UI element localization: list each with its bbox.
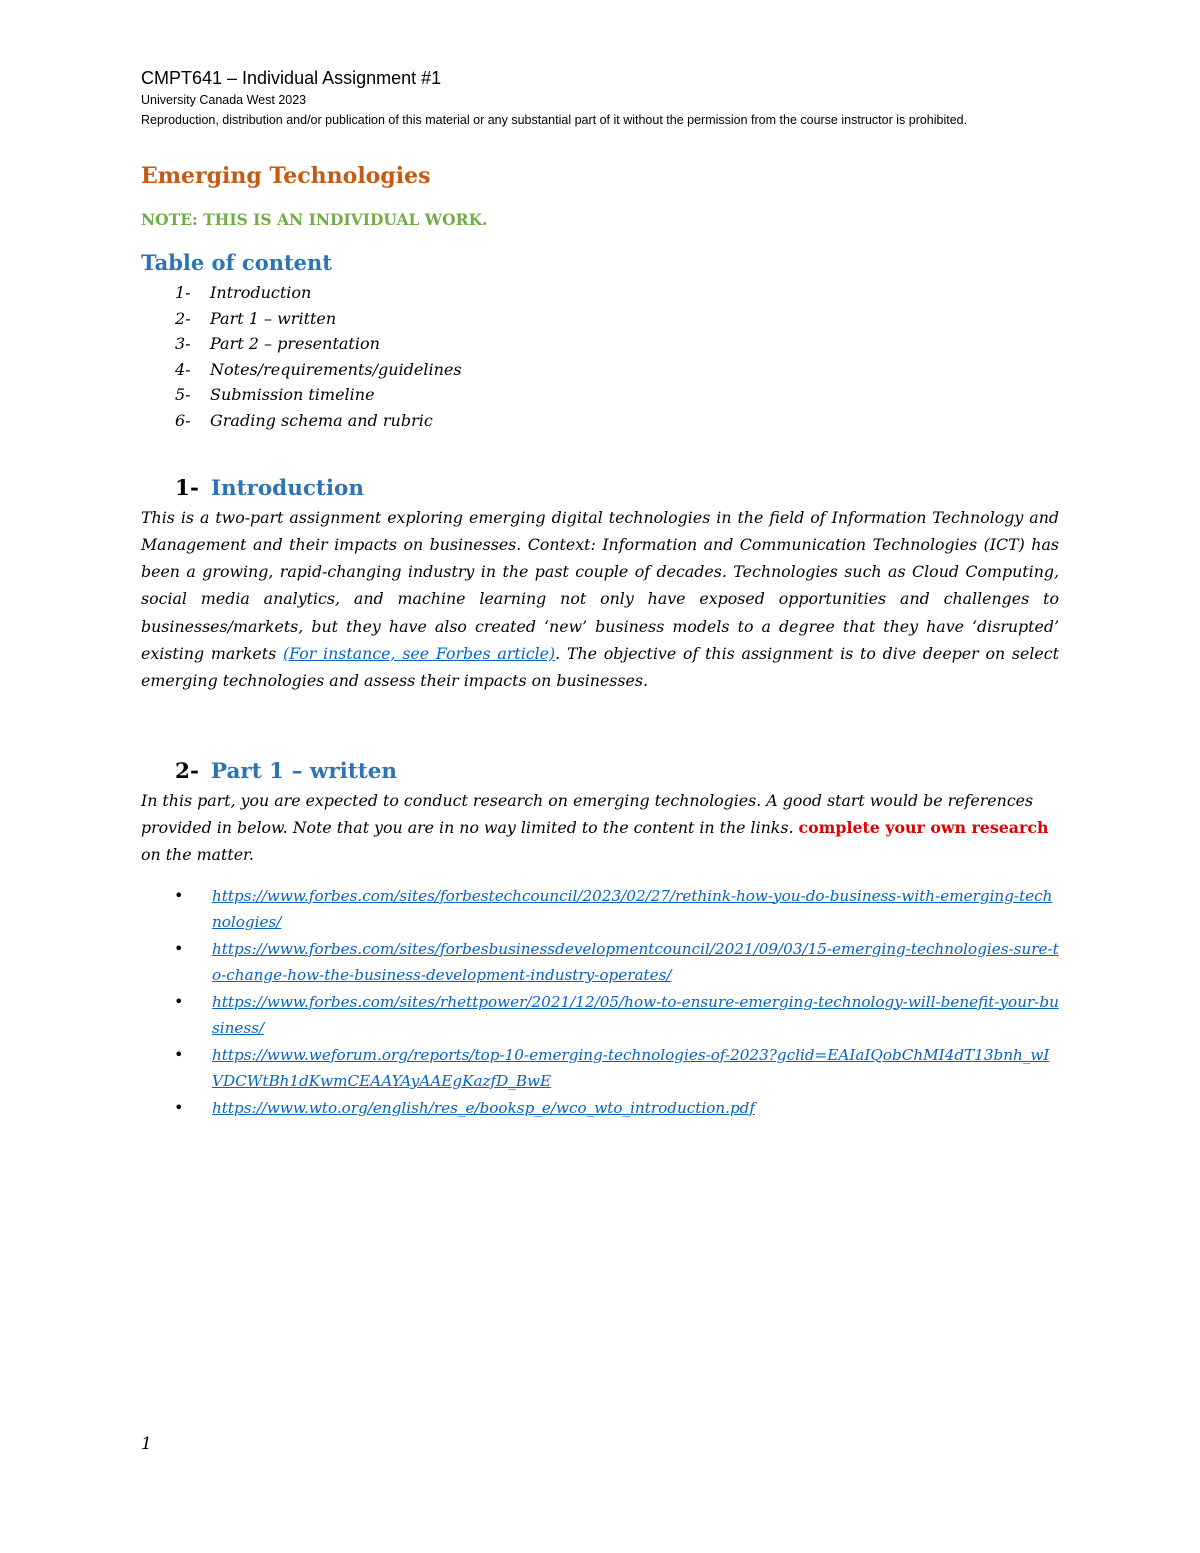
reference-item [141, 989, 1059, 1042]
toc-item-number: 5- [175, 385, 191, 405]
bullet-icon: • [174, 938, 184, 958]
toc-item [141, 331, 1059, 357]
page-number: 1 [141, 1434, 152, 1454]
toc-item-number: 3- [175, 334, 191, 354]
toc-item-label: Submission timeline [210, 385, 375, 405]
intro-text: This is a two-part assignment exploring emerging digital technologies in the field of Information Technology and Management and their impacts on businesses. Context: Information and Communication Technologies (ICT) has been a growing, rapid-changing industry in the past couple of decades. Technologies such as Cloud Computing, social media analytics, and machine learning not only have exposed opportunities and challenges to businesses/markets, but they have also created ‘new’ business models to a degree that they have ‘disrupted’ existing markets [141, 507, 1059, 664]
bullet-icon: • [174, 1044, 184, 1064]
document-title: Emerging Technologies [141, 163, 431, 189]
reference-link[interactable]: https://www.forbes.com/sites/forbestechcouncil/2023/02/27/rethink-how-you-do-business-with-emerging-technologies/ [212, 886, 1053, 932]
section-number: 1- [175, 475, 199, 501]
reference-link[interactable]: https://www.wto.org/english/res_e/booksp_e/wco_wto_introduction.pdf [212, 1098, 756, 1117]
toc-list [141, 280, 1059, 434]
header-title: CMPT641 – Individual Assignment #1 [141, 68, 442, 88]
reference-item [141, 1042, 1059, 1095]
section-number: 2- [175, 758, 199, 784]
research-highlight: complete your own research [798, 817, 1049, 837]
bullet-icon: • [174, 885, 184, 905]
forbes-article-link[interactable]: (For instance, see Forbes article) [282, 644, 556, 664]
toc-item-label: Part 1 – written [210, 308, 337, 328]
individual-work-note: NOTE: THIS IS AN INDIVIDUAL WORK. [141, 210, 488, 229]
toc-item [141, 408, 1059, 434]
reference-item [141, 936, 1059, 989]
reference-links-list [141, 883, 1059, 1122]
part1-text: In this part, you are expected to conduct research on emerging technologies. A good start would be references provided in below. Note that you are in no way limited to the content in the links. [141, 790, 1034, 837]
toc-item [141, 306, 1059, 332]
toc-item-number: 6- [175, 410, 191, 430]
intro-text-end: . The objective of this assignment is to dive deeper on select emerging technologies and assess their impacts on businesses. [141, 644, 1059, 691]
reference-link[interactable]: https://www.forbes.com/sites/rhettpower/2021/12/05/how-to-ensure-emerging-technology-will-benefit-your-business/ [212, 992, 1059, 1038]
introduction-paragraph [141, 504, 1059, 695]
section-introduction-heading [141, 474, 1059, 504]
bullet-icon: • [174, 1097, 184, 1117]
toc-item-label: Part 2 – presentation [210, 334, 380, 354]
reference-item [141, 1095, 1059, 1122]
toc-item-number: 2- [175, 308, 191, 328]
section-title: Part 1 – written [210, 758, 398, 784]
toc-item-label: Notes/requirements/guidelines [210, 359, 462, 379]
toc-item [141, 280, 1059, 306]
section-title: Introduction [210, 475, 365, 501]
section-part1-heading [141, 757, 1059, 787]
toc-item-label: Introduction [210, 283, 312, 302]
page-content [141, 66, 1059, 1121]
toc-item [141, 357, 1059, 383]
bullet-icon: • [174, 991, 184, 1011]
header-notice: Reproduction, distribution and/or publication of this material or any substantial part of it without the permission from the course instructor is prohibited. [141, 113, 968, 127]
toc-title: Table of content [141, 250, 332, 275]
toc-item [141, 382, 1059, 408]
toc-item-label: Grading schema and rubric [210, 410, 433, 430]
reference-item [141, 883, 1059, 936]
part1-paragraph [141, 787, 1059, 869]
header-university: University Canada West 2023 [141, 93, 307, 107]
reference-link[interactable]: https://www.forbes.com/sites/forbesbusinessdevelopmentcouncil/2021/09/03/15-emerging-technologies-sure-to-change-how-the-business-development-industry-operates/ [212, 939, 1059, 985]
reference-link[interactable]: https://www.weforum.org/reports/top-10-emerging-technologies-of-2023?gclid=EAIaIQobChMI4dT13bnh_wIVDCWtBh1dKwmCEAAYAyAAEgKazfD_BwE [212, 1045, 1050, 1091]
part1-text-end: on the matter. [141, 845, 254, 865]
toc-item-number: 4- [175, 359, 191, 379]
toc-item-number: 1- [175, 283, 191, 302]
